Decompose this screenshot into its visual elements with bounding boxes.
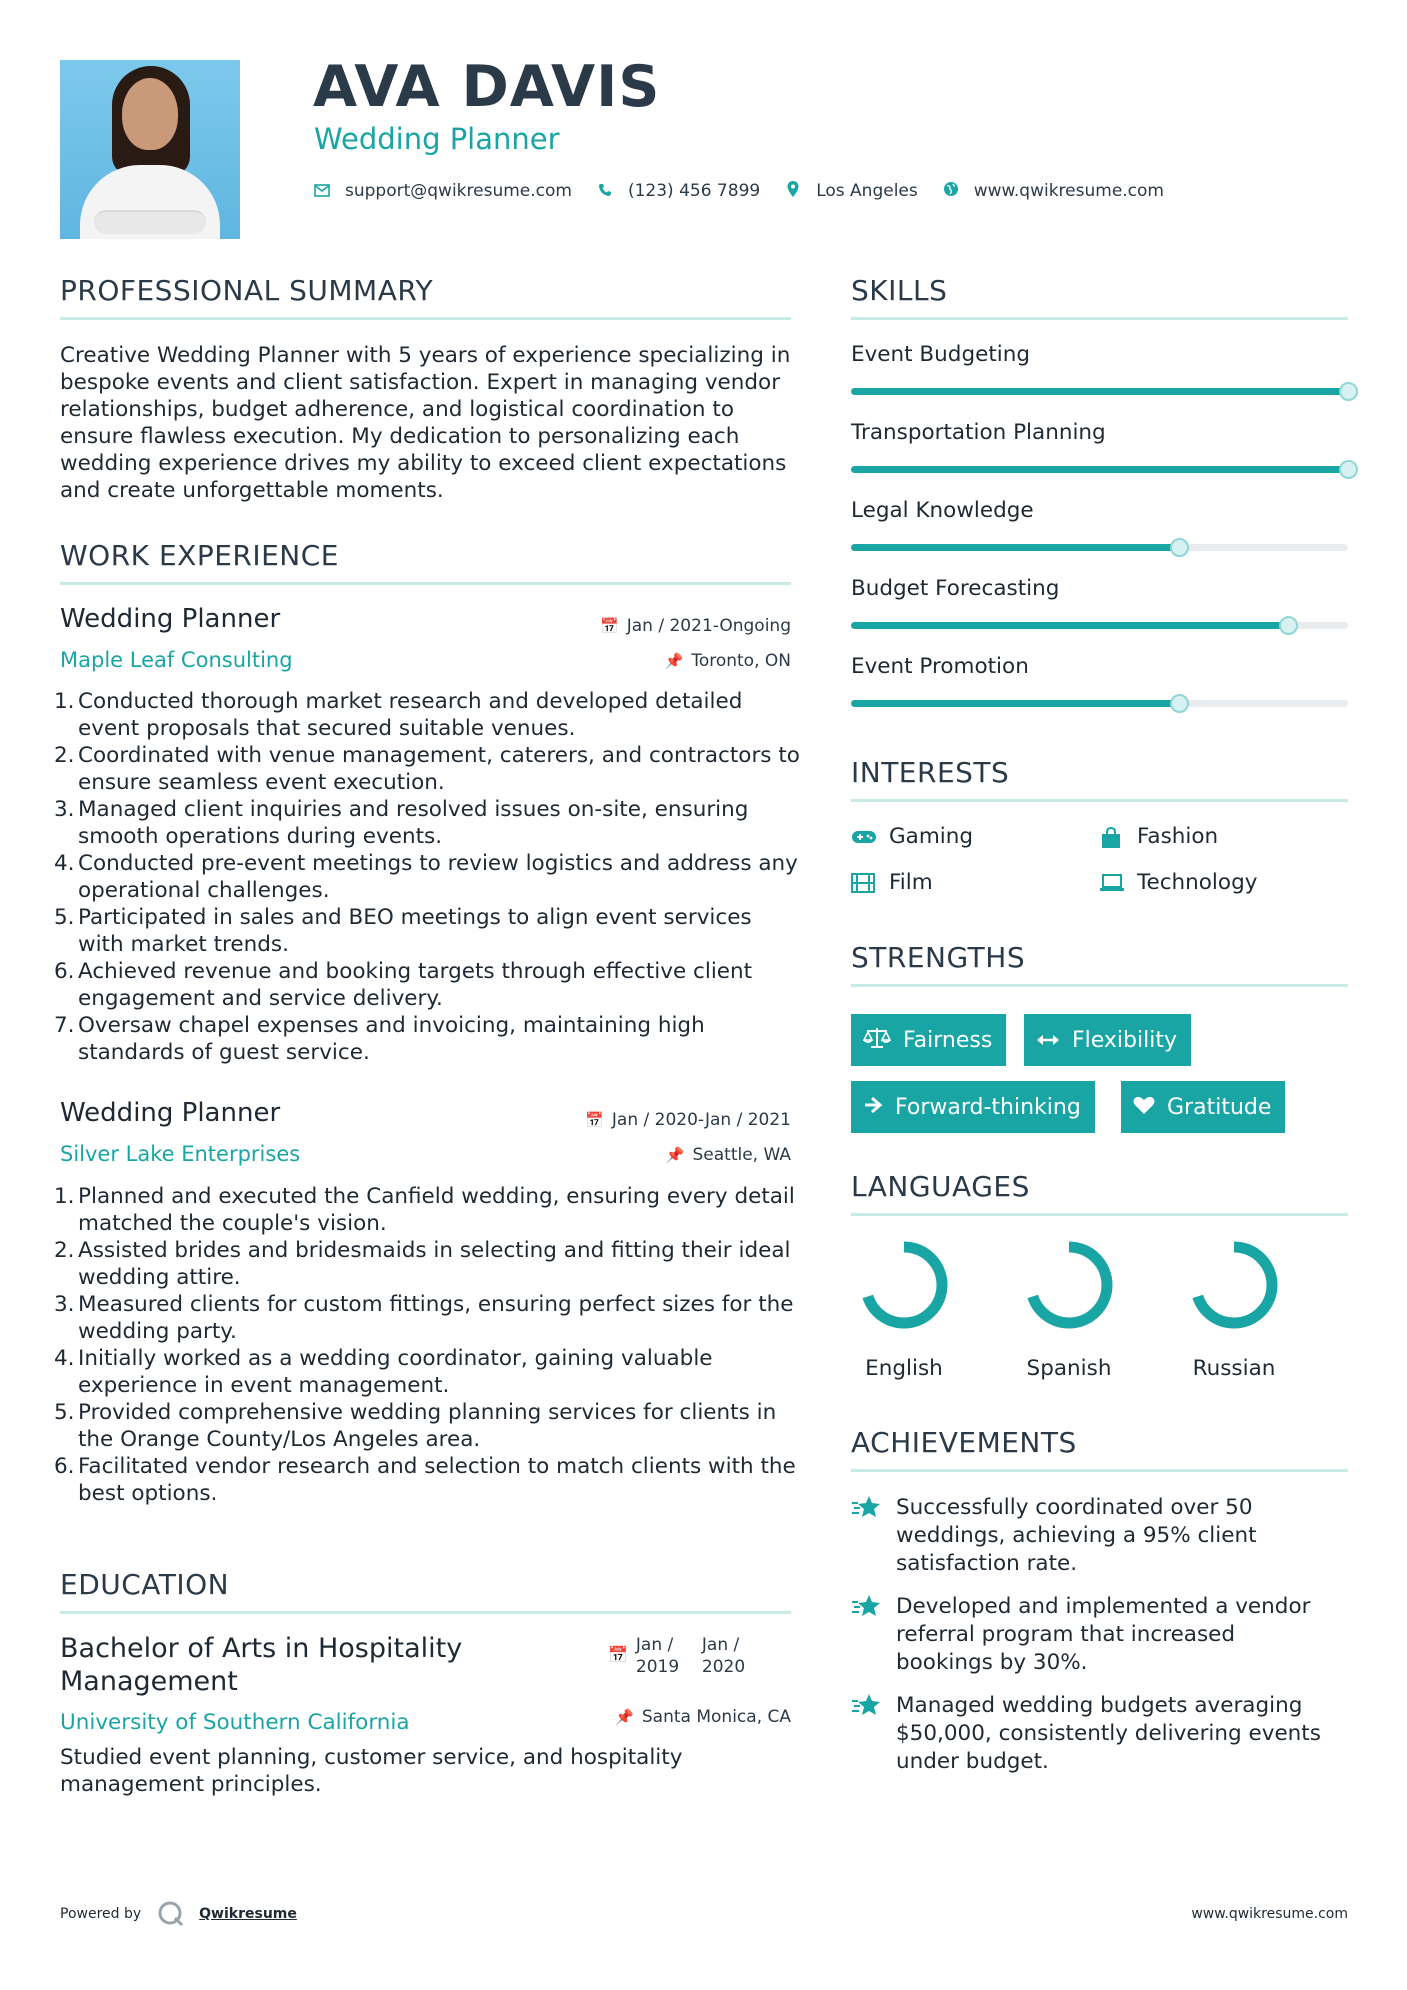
arrow-right-icon (863, 1095, 883, 1119)
list-item: 6. Achieved revenue and booking targets through effective client engagement and service delivery. (54, 959, 753, 1011)
pin-icon: 📌 (615, 1708, 634, 1726)
strength-label: Fairness (903, 1027, 993, 1053)
skill-bar (851, 622, 1348, 629)
skill-label: Legal Knowledge (851, 498, 1034, 523)
location-text: Los Angeles (816, 181, 918, 201)
candidate-name: AVA DAVIS (313, 54, 661, 120)
degree-title: Bachelor of Arts in Hospitality Management (60, 1633, 463, 1697)
section-divider (851, 1469, 1348, 1472)
calendar-icon: 📅 (608, 1645, 628, 1664)
achievements-heading: ACHIEVEMENTS (851, 1426, 1077, 1459)
skill-label: Event Promotion (851, 654, 1029, 679)
map-marker-icon (784, 181, 802, 201)
skill-label: Transportation Planning (851, 420, 1106, 445)
section-divider (60, 582, 791, 585)
section-divider (851, 317, 1348, 320)
job-location-text: Toronto, ON (691, 651, 791, 671)
achievements-section-heading (851, 1426, 1348, 1459)
achievement-text: Developed and implemented a vendor referral program that increased bookings by 30%. (896, 1594, 1311, 1675)
profile-photo (60, 60, 240, 239)
list-item: 1. Planned and executed the Canfield wedding, ensuring every detail matched the couple's vision. (54, 1184, 795, 1236)
skill-bar-knob (1170, 538, 1189, 557)
company-name: Maple Leaf Consulting (60, 648, 293, 672)
strength-chip (1024, 1014, 1191, 1066)
education-section-heading (60, 1568, 791, 1601)
envelope-icon (313, 182, 331, 201)
phone-number: (123) 456 7899 (627, 181, 761, 201)
skill-bar (851, 388, 1348, 395)
list-item: 1. Conducted thorough market research and developed detailed event proposals that secured suitable venues. (54, 689, 743, 741)
job-location-text: Seattle, WA (692, 1145, 791, 1165)
job-title: Wedding Planner (60, 604, 281, 634)
skills-section-heading (851, 274, 1348, 307)
language-ring (1190, 1241, 1278, 1329)
job-dates-text: Jan / 2021-Ongoing (626, 616, 791, 636)
end-month: Jan / (701, 1635, 740, 1655)
skill-label: Event Budgeting (851, 342, 1031, 367)
list-item: 3. Measured clients for custom fittings, ensuring perfect sizes for the wedding party. (54, 1292, 794, 1344)
star-icon (851, 1494, 881, 1520)
pin-icon: 📌 (664, 652, 684, 670)
shopping-bag-icon (1099, 827, 1125, 847)
school-name: University of Southern California (60, 1710, 410, 1735)
list-item: 7. Oversaw chapel expenses and invoicing, maintaining high standards of guest service. (54, 1013, 705, 1065)
list-item: 6. Facilitated vendor research and selection to match clients with the best options. (54, 1454, 796, 1506)
star-icon (851, 1593, 881, 1619)
start-month: Jan / (635, 1635, 674, 1655)
skill-bar-fill (851, 622, 1288, 629)
end-year: 2020 (701, 1657, 746, 1677)
candidate-title: Wedding Planner (314, 122, 560, 156)
skill-bar-fill (851, 466, 1348, 473)
job-bullets (54, 688, 800, 1066)
skill-bar-knob (1339, 382, 1358, 401)
work-heading: WORK EXPERIENCE (60, 539, 339, 572)
job-dates (585, 1110, 791, 1130)
list-item: 5. Participated in sales and BEO meetings to align event services with market trends. (54, 905, 752, 957)
brand-link[interactable]: Qwikresume (199, 1906, 297, 1922)
section-divider (851, 799, 1348, 802)
summary-section-heading (60, 274, 791, 307)
work-section-heading (60, 539, 791, 572)
balance-scale-icon (863, 1027, 891, 1054)
education-dates (608, 1634, 762, 1678)
language-label: English (865, 1356, 943, 1381)
interest-gaming (851, 824, 973, 849)
language-label: Spanish (1026, 1356, 1112, 1381)
interests-section-heading (851, 756, 1348, 789)
interest-label: Film (889, 870, 933, 895)
laptop-icon (1099, 873, 1125, 893)
strength-chip (851, 1081, 1095, 1133)
interest-label: Fashion (1137, 824, 1219, 849)
section-divider (851, 1213, 1348, 1216)
skill-bar-knob (1279, 616, 1298, 635)
languages-heading: LANGUAGES (851, 1170, 1030, 1203)
heart-icon (1133, 1095, 1155, 1120)
interests-heading: INTERESTS (851, 756, 1010, 789)
education-location-text: Santa Monica, CA (641, 1707, 791, 1727)
gamepad-icon (851, 827, 877, 847)
summary-text: Creative Wedding Planner with 5 years of experience specializing in bespoke events and client satisfaction. Expert in managing vendor relationships, budget adherence, and logistical coordination to ensure flawless execution. My dedication to personalizing each wedding experience drives my ability to exceed client expectations and create unforgettable moments. (60, 343, 791, 503)
film-icon (851, 873, 877, 893)
list-item: 4. Conducted pre-event meetings to review logistics and address any operational challenges. (54, 851, 798, 903)
contact-bar (313, 180, 1188, 202)
skill-bar (851, 466, 1348, 473)
strength-label: Flexibility (1072, 1027, 1177, 1053)
strength-label: Forward-thinking (895, 1094, 1081, 1120)
skill-label: Budget Forecasting (851, 576, 1060, 601)
interest-label: Technology (1137, 870, 1258, 895)
languages-section-heading (851, 1170, 1348, 1203)
globe-icon (942, 181, 960, 201)
job-location (666, 1145, 791, 1165)
job-title: Wedding Planner (60, 1098, 281, 1128)
skill-bar (851, 544, 1348, 551)
powered-by-text: Powered by (60, 1906, 142, 1922)
phone-icon (596, 182, 614, 201)
strengths-heading: STRENGTHS (851, 941, 1026, 974)
skill-bar-knob (1170, 694, 1189, 713)
summary-heading: PROFESSIONAL SUMMARY (60, 274, 434, 307)
job-location (665, 651, 791, 671)
interest-label: Gaming (889, 824, 974, 849)
skill-bar-fill (851, 388, 1348, 395)
start-year: 2019 (635, 1657, 680, 1677)
skill-bar-knob (1339, 460, 1358, 479)
interest-technology (1099, 870, 1257, 895)
website-link[interactable]: www.qwikresume.com (973, 181, 1164, 201)
job-bullets (54, 1183, 800, 1507)
strength-chip (1121, 1081, 1285, 1133)
education-heading: EDUCATION (60, 1568, 230, 1601)
calendar-icon: 📅 (585, 1111, 604, 1129)
interest-film (851, 870, 933, 895)
list-item: 2. Coordinated with venue management, caterers, and contractors to ensure seamless event execution. (54, 743, 800, 795)
section-divider (851, 984, 1348, 987)
skill-bar (851, 700, 1348, 707)
company-name: Silver Lake Enterprises (60, 1142, 301, 1166)
strength-label: Gratitude (1167, 1094, 1272, 1120)
skills-heading: SKILLS (851, 274, 948, 307)
job-dates (600, 616, 791, 636)
education-location (615, 1707, 791, 1727)
footer-url[interactable]: www.qwikresume.com (1191, 1906, 1348, 1922)
arrows-horizontal-icon (1036, 1028, 1060, 1052)
footer-powered-by (60, 1900, 297, 1928)
language-ring (1025, 1241, 1113, 1329)
list-item: 3. Managed client inquiries and resolved issues on-site, ensuring smooth operations during events. (54, 797, 749, 849)
star-icon (851, 1692, 881, 1718)
list-item: 2. Assisted brides and bridesmaids in selecting and fitting their ideal wedding attire. (54, 1238, 791, 1290)
strength-chip (851, 1014, 1006, 1066)
list-item: 4. Initially worked as a wedding coordinator, gaining valuable experience in event management. (54, 1346, 713, 1398)
interest-fashion (1099, 824, 1218, 849)
email-link[interactable]: support@qwikresume.com (345, 181, 572, 201)
section-divider (60, 317, 791, 320)
calendar-icon: 📅 (600, 617, 619, 635)
language-label: Russian (1192, 1356, 1276, 1381)
skill-bar-fill (851, 544, 1179, 551)
section-divider (60, 1611, 791, 1614)
achievement-text: Managed wedding budgets averaging $50,000, consistently delivering events under budget. (896, 1693, 1321, 1774)
pin-icon: 📌 (665, 1146, 685, 1164)
achievement-text: Successfully coordinated over 50 weddings, achieving a 95% client satisfaction rate. (896, 1495, 1257, 1576)
qwikresume-logo-icon (157, 1900, 185, 1928)
language-ring (860, 1241, 948, 1329)
list-item: 5. Provided comprehensive wedding planning services for clients in the Orange County/Los Angeles area. (54, 1400, 777, 1452)
skill-bar-fill (851, 700, 1179, 707)
strengths-section-heading (851, 941, 1348, 974)
job-dates-text: Jan / 2020-Jan / 2021 (611, 1110, 791, 1130)
education-description: Studied event planning, customer service, and hospitality management principles. (60, 1745, 683, 1797)
